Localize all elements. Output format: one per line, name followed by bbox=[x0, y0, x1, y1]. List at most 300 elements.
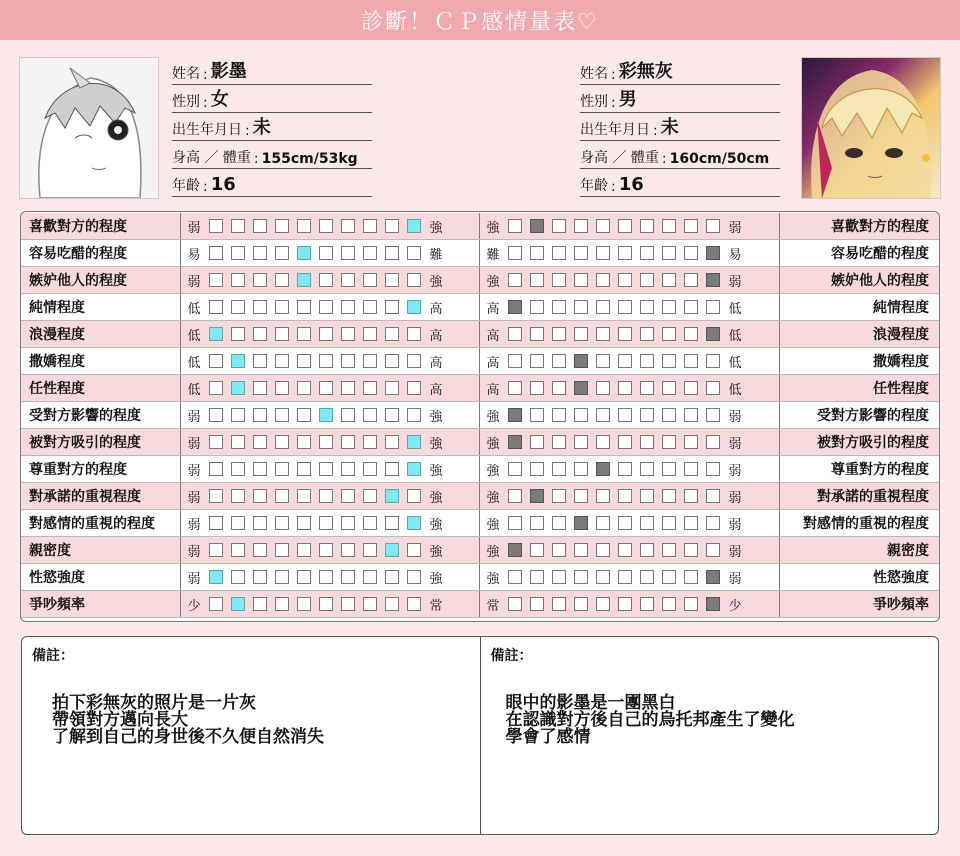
scale-box[interactable] bbox=[209, 381, 223, 395]
scale-box[interactable] bbox=[640, 327, 654, 341]
scale-box[interactable] bbox=[574, 435, 588, 449]
scale-box[interactable] bbox=[209, 300, 223, 314]
scale-box[interactable] bbox=[706, 516, 720, 530]
scale-box[interactable] bbox=[552, 354, 566, 368]
scale-box[interactable] bbox=[253, 543, 267, 557]
scale-box[interactable] bbox=[253, 273, 267, 287]
scale-box[interactable] bbox=[275, 543, 289, 557]
scale-box[interactable] bbox=[552, 489, 566, 503]
scale-box[interactable] bbox=[706, 435, 720, 449]
scale-box[interactable] bbox=[275, 219, 289, 233]
scale-box[interactable] bbox=[706, 273, 720, 287]
scale-box[interactable] bbox=[209, 570, 223, 584]
scale-box[interactable] bbox=[275, 300, 289, 314]
scale-box[interactable] bbox=[319, 489, 333, 503]
scale-box[interactable] bbox=[706, 300, 720, 314]
scale-box[interactable] bbox=[684, 543, 698, 557]
scale-box[interactable] bbox=[552, 327, 566, 341]
scale-box[interactable] bbox=[640, 408, 654, 422]
scale-box[interactable] bbox=[231, 300, 245, 314]
scale-box[interactable] bbox=[684, 246, 698, 260]
scale-box[interactable] bbox=[530, 246, 544, 260]
scale-box[interactable] bbox=[275, 516, 289, 530]
scale-box[interactable] bbox=[662, 435, 676, 449]
scale-box[interactable] bbox=[508, 435, 522, 449]
scale-box[interactable] bbox=[640, 354, 654, 368]
scale-box[interactable] bbox=[275, 381, 289, 395]
scale-box[interactable] bbox=[231, 435, 245, 449]
scale-box[interactable] bbox=[319, 246, 333, 260]
scale-box[interactable] bbox=[706, 489, 720, 503]
scale-box[interactable] bbox=[508, 462, 522, 476]
scale-box[interactable] bbox=[552, 435, 566, 449]
scale-box[interactable] bbox=[275, 570, 289, 584]
scale-box[interactable] bbox=[275, 354, 289, 368]
scale-box[interactable] bbox=[363, 246, 377, 260]
scale-box[interactable] bbox=[508, 570, 522, 584]
scale-box[interactable] bbox=[407, 300, 421, 314]
scale-box[interactable] bbox=[209, 597, 223, 611]
scale-box[interactable] bbox=[275, 327, 289, 341]
scale-box[interactable] bbox=[209, 219, 223, 233]
scale-box[interactable] bbox=[297, 300, 311, 314]
scale-box[interactable] bbox=[253, 489, 267, 503]
scale-box[interactable] bbox=[319, 516, 333, 530]
scale-box[interactable] bbox=[341, 219, 355, 233]
scale-box[interactable] bbox=[618, 246, 632, 260]
scale-box[interactable] bbox=[662, 570, 676, 584]
scale-box[interactable] bbox=[363, 219, 377, 233]
scale-box[interactable] bbox=[209, 408, 223, 422]
scale-box[interactable] bbox=[253, 354, 267, 368]
scale-box[interactable] bbox=[552, 462, 566, 476]
scale-box[interactable] bbox=[508, 219, 522, 233]
scale-box[interactable] bbox=[618, 597, 632, 611]
scale-box[interactable] bbox=[596, 327, 610, 341]
scale-box[interactable] bbox=[530, 381, 544, 395]
scale-box[interactable] bbox=[275, 408, 289, 422]
scale-box[interactable] bbox=[618, 543, 632, 557]
scale-box[interactable] bbox=[341, 327, 355, 341]
scale-box[interactable] bbox=[662, 354, 676, 368]
scale-box[interactable] bbox=[552, 246, 566, 260]
scale-box[interactable] bbox=[385, 543, 399, 557]
scale-box[interactable] bbox=[618, 354, 632, 368]
scale-box[interactable] bbox=[341, 273, 355, 287]
scale-box[interactable] bbox=[662, 273, 676, 287]
scale-box[interactable] bbox=[662, 381, 676, 395]
scale-box[interactable] bbox=[552, 516, 566, 530]
scale-box[interactable] bbox=[319, 300, 333, 314]
scale-box[interactable] bbox=[618, 381, 632, 395]
scale-box[interactable] bbox=[209, 516, 223, 530]
scale-box[interactable] bbox=[363, 354, 377, 368]
scale-box[interactable] bbox=[253, 219, 267, 233]
scale-box[interactable] bbox=[407, 246, 421, 260]
scale-box[interactable] bbox=[209, 543, 223, 557]
scale-box[interactable] bbox=[385, 219, 399, 233]
scale-box[interactable] bbox=[363, 543, 377, 557]
scale-box[interactable] bbox=[319, 273, 333, 287]
scale-box[interactable] bbox=[574, 462, 588, 476]
scale-box[interactable] bbox=[530, 489, 544, 503]
scale-box[interactable] bbox=[684, 597, 698, 611]
scale-box[interactable] bbox=[385, 354, 399, 368]
scale-box[interactable] bbox=[552, 597, 566, 611]
scale-box[interactable] bbox=[385, 462, 399, 476]
scale-box[interactable] bbox=[684, 300, 698, 314]
scale-box[interactable] bbox=[297, 219, 311, 233]
scale-box[interactable] bbox=[574, 516, 588, 530]
scale-box[interactable] bbox=[253, 327, 267, 341]
scale-box[interactable] bbox=[231, 516, 245, 530]
scale-box[interactable] bbox=[662, 246, 676, 260]
scale-box[interactable] bbox=[684, 516, 698, 530]
scale-box[interactable] bbox=[407, 489, 421, 503]
scale-box[interactable] bbox=[275, 597, 289, 611]
scale-box[interactable] bbox=[706, 462, 720, 476]
scale-box[interactable] bbox=[297, 462, 311, 476]
scale-box[interactable] bbox=[574, 543, 588, 557]
scale-box[interactable] bbox=[209, 246, 223, 260]
scale-box[interactable] bbox=[596, 381, 610, 395]
scale-box[interactable] bbox=[574, 381, 588, 395]
scale-box[interactable] bbox=[319, 219, 333, 233]
scale-box[interactable] bbox=[407, 381, 421, 395]
scale-box[interactable] bbox=[275, 246, 289, 260]
scale-box[interactable] bbox=[231, 597, 245, 611]
scale-box[interactable] bbox=[407, 570, 421, 584]
scale-box[interactable] bbox=[363, 462, 377, 476]
scale-box[interactable] bbox=[618, 435, 632, 449]
scale-box[interactable] bbox=[530, 219, 544, 233]
scale-box[interactable] bbox=[231, 570, 245, 584]
scale-box[interactable] bbox=[508, 543, 522, 557]
scale-box[interactable] bbox=[574, 354, 588, 368]
scale-box[interactable] bbox=[253, 408, 267, 422]
scale-box[interactable] bbox=[407, 273, 421, 287]
scale-box[interactable] bbox=[253, 462, 267, 476]
scale-box[interactable] bbox=[596, 462, 610, 476]
scale-box[interactable] bbox=[596, 354, 610, 368]
scale-box[interactable] bbox=[297, 435, 311, 449]
scale-box[interactable] bbox=[319, 381, 333, 395]
scale-box[interactable] bbox=[319, 327, 333, 341]
scale-box[interactable] bbox=[684, 219, 698, 233]
scale-box[interactable] bbox=[508, 516, 522, 530]
scale-box[interactable] bbox=[508, 273, 522, 287]
scale-box[interactable] bbox=[231, 408, 245, 422]
scale-box[interactable] bbox=[385, 516, 399, 530]
scale-box[interactable] bbox=[341, 516, 355, 530]
scale-box[interactable] bbox=[662, 300, 676, 314]
scale-box[interactable] bbox=[706, 570, 720, 584]
scale-box[interactable] bbox=[231, 219, 245, 233]
scale-box[interactable] bbox=[596, 300, 610, 314]
scale-box[interactable] bbox=[640, 435, 654, 449]
scale-box[interactable] bbox=[530, 570, 544, 584]
scale-box[interactable] bbox=[574, 327, 588, 341]
scale-box[interactable] bbox=[574, 219, 588, 233]
scale-box[interactable] bbox=[407, 462, 421, 476]
scale-box[interactable] bbox=[508, 327, 522, 341]
scale-box[interactable] bbox=[385, 435, 399, 449]
scale-box[interactable] bbox=[552, 543, 566, 557]
scale-box[interactable] bbox=[385, 408, 399, 422]
scale-box[interactable] bbox=[530, 516, 544, 530]
scale-box[interactable] bbox=[297, 543, 311, 557]
scale-box[interactable] bbox=[341, 489, 355, 503]
scale-box[interactable] bbox=[319, 570, 333, 584]
scale-box[interactable] bbox=[363, 597, 377, 611]
scale-box[interactable] bbox=[297, 408, 311, 422]
scale-box[interactable] bbox=[319, 435, 333, 449]
scale-box[interactable] bbox=[640, 300, 654, 314]
scale-box[interactable] bbox=[706, 543, 720, 557]
scale-box[interactable] bbox=[297, 570, 311, 584]
scale-box[interactable] bbox=[407, 516, 421, 530]
scale-box[interactable] bbox=[209, 327, 223, 341]
scale-box[interactable] bbox=[640, 462, 654, 476]
scale-box[interactable] bbox=[684, 327, 698, 341]
scale-box[interactable] bbox=[530, 354, 544, 368]
scale-box[interactable] bbox=[385, 246, 399, 260]
scale-box[interactable] bbox=[385, 381, 399, 395]
scale-box[interactable] bbox=[508, 408, 522, 422]
scale-box[interactable] bbox=[253, 300, 267, 314]
scale-box[interactable] bbox=[662, 408, 676, 422]
scale-box[interactable] bbox=[552, 408, 566, 422]
scale-box[interactable] bbox=[684, 408, 698, 422]
scale-box[interactable] bbox=[530, 462, 544, 476]
scale-box[interactable] bbox=[385, 300, 399, 314]
scale-box[interactable] bbox=[209, 435, 223, 449]
scale-box[interactable] bbox=[596, 246, 610, 260]
scale-box[interactable] bbox=[640, 273, 654, 287]
scale-box[interactable] bbox=[684, 381, 698, 395]
scale-box[interactable] bbox=[662, 462, 676, 476]
scale-box[interactable] bbox=[363, 381, 377, 395]
scale-box[interactable] bbox=[363, 435, 377, 449]
scale-box[interactable] bbox=[407, 543, 421, 557]
scale-box[interactable] bbox=[552, 570, 566, 584]
scale-box[interactable] bbox=[297, 489, 311, 503]
scale-box[interactable] bbox=[407, 354, 421, 368]
scale-box[interactable] bbox=[596, 543, 610, 557]
scale-box[interactable] bbox=[530, 408, 544, 422]
scale-box[interactable] bbox=[684, 489, 698, 503]
scale-box[interactable] bbox=[706, 354, 720, 368]
scale-box[interactable] bbox=[319, 597, 333, 611]
scale-box[interactable] bbox=[508, 354, 522, 368]
scale-box[interactable] bbox=[253, 597, 267, 611]
scale-box[interactable] bbox=[231, 354, 245, 368]
scale-box[interactable] bbox=[552, 300, 566, 314]
scale-box[interactable] bbox=[662, 219, 676, 233]
scale-box[interactable] bbox=[231, 381, 245, 395]
scale-box[interactable] bbox=[684, 462, 698, 476]
scale-box[interactable] bbox=[552, 219, 566, 233]
scale-box[interactable] bbox=[297, 354, 311, 368]
scale-box[interactable] bbox=[640, 246, 654, 260]
scale-box[interactable] bbox=[706, 597, 720, 611]
scale-box[interactable] bbox=[341, 543, 355, 557]
scale-box[interactable] bbox=[662, 543, 676, 557]
scale-box[interactable] bbox=[385, 597, 399, 611]
scale-box[interactable] bbox=[275, 273, 289, 287]
scale-box[interactable] bbox=[297, 246, 311, 260]
scale-box[interactable] bbox=[407, 219, 421, 233]
scale-box[interactable] bbox=[319, 462, 333, 476]
scale-box[interactable] bbox=[319, 354, 333, 368]
scale-box[interactable] bbox=[530, 300, 544, 314]
scale-box[interactable] bbox=[640, 597, 654, 611]
scale-box[interactable] bbox=[596, 408, 610, 422]
scale-box[interactable] bbox=[596, 219, 610, 233]
scale-box[interactable] bbox=[640, 543, 654, 557]
scale-box[interactable] bbox=[209, 354, 223, 368]
scale-box[interactable] bbox=[618, 408, 632, 422]
scale-box[interactable] bbox=[706, 219, 720, 233]
scale-box[interactable] bbox=[530, 273, 544, 287]
scale-box[interactable] bbox=[385, 273, 399, 287]
scale-box[interactable] bbox=[231, 462, 245, 476]
scale-box[interactable] bbox=[253, 381, 267, 395]
scale-box[interactable] bbox=[275, 489, 289, 503]
scale-box[interactable] bbox=[640, 219, 654, 233]
scale-box[interactable] bbox=[341, 597, 355, 611]
scale-box[interactable] bbox=[341, 435, 355, 449]
scale-box[interactable] bbox=[231, 543, 245, 557]
scale-box[interactable] bbox=[706, 381, 720, 395]
scale-box[interactable] bbox=[407, 435, 421, 449]
scale-box[interactable] bbox=[363, 273, 377, 287]
scale-box[interactable] bbox=[618, 327, 632, 341]
scale-box[interactable] bbox=[530, 327, 544, 341]
scale-box[interactable] bbox=[618, 219, 632, 233]
scale-box[interactable] bbox=[407, 327, 421, 341]
scale-box[interactable] bbox=[596, 489, 610, 503]
scale-box[interactable] bbox=[574, 273, 588, 287]
scale-box[interactable] bbox=[508, 489, 522, 503]
scale-box[interactable] bbox=[618, 273, 632, 287]
scale-box[interactable] bbox=[363, 570, 377, 584]
scale-box[interactable] bbox=[341, 408, 355, 422]
scale-box[interactable] bbox=[706, 408, 720, 422]
scale-box[interactable] bbox=[231, 246, 245, 260]
scale-box[interactable] bbox=[363, 516, 377, 530]
scale-box[interactable] bbox=[596, 570, 610, 584]
scale-box[interactable] bbox=[363, 489, 377, 503]
scale-box[interactable] bbox=[662, 597, 676, 611]
scale-box[interactable] bbox=[618, 489, 632, 503]
scale-box[interactable] bbox=[574, 489, 588, 503]
scale-box[interactable] bbox=[407, 408, 421, 422]
scale-box[interactable] bbox=[319, 408, 333, 422]
scale-box[interactable] bbox=[684, 354, 698, 368]
scale-box[interactable] bbox=[640, 381, 654, 395]
scale-box[interactable] bbox=[706, 246, 720, 260]
scale-box[interactable] bbox=[640, 489, 654, 503]
scale-box[interactable] bbox=[684, 570, 698, 584]
scale-box[interactable] bbox=[231, 327, 245, 341]
scale-box[interactable] bbox=[341, 381, 355, 395]
scale-box[interactable] bbox=[596, 435, 610, 449]
scale-box[interactable] bbox=[530, 543, 544, 557]
scale-box[interactable] bbox=[385, 327, 399, 341]
scale-box[interactable] bbox=[253, 570, 267, 584]
scale-box[interactable] bbox=[706, 327, 720, 341]
scale-box[interactable] bbox=[319, 543, 333, 557]
scale-box[interactable] bbox=[363, 327, 377, 341]
scale-box[interactable] bbox=[662, 489, 676, 503]
scale-box[interactable] bbox=[275, 435, 289, 449]
scale-box[interactable] bbox=[341, 570, 355, 584]
scale-box[interactable] bbox=[297, 381, 311, 395]
scale-box[interactable] bbox=[508, 246, 522, 260]
scale-box[interactable] bbox=[385, 489, 399, 503]
scale-box[interactable] bbox=[618, 516, 632, 530]
scale-box[interactable] bbox=[618, 462, 632, 476]
scale-box[interactable] bbox=[209, 273, 223, 287]
scale-box[interactable] bbox=[209, 489, 223, 503]
scale-box[interactable] bbox=[341, 246, 355, 260]
scale-box[interactable] bbox=[640, 516, 654, 530]
scale-box[interactable] bbox=[275, 462, 289, 476]
scale-box[interactable] bbox=[508, 300, 522, 314]
scale-box[interactable] bbox=[596, 597, 610, 611]
scale-box[interactable] bbox=[297, 273, 311, 287]
scale-box[interactable] bbox=[596, 516, 610, 530]
scale-box[interactable] bbox=[253, 516, 267, 530]
scale-box[interactable] bbox=[618, 570, 632, 584]
scale-box[interactable] bbox=[640, 570, 654, 584]
scale-box[interactable] bbox=[253, 246, 267, 260]
scale-box[interactable] bbox=[231, 489, 245, 503]
scale-box[interactable] bbox=[363, 408, 377, 422]
scale-box[interactable] bbox=[552, 273, 566, 287]
scale-box[interactable] bbox=[407, 597, 421, 611]
scale-box[interactable] bbox=[341, 462, 355, 476]
scale-box[interactable] bbox=[297, 516, 311, 530]
scale-box[interactable] bbox=[574, 246, 588, 260]
scale-box[interactable] bbox=[530, 435, 544, 449]
scale-box[interactable] bbox=[508, 381, 522, 395]
scale-box[interactable] bbox=[662, 327, 676, 341]
scale-box[interactable] bbox=[297, 327, 311, 341]
scale-box[interactable] bbox=[209, 462, 223, 476]
scale-box[interactable] bbox=[684, 273, 698, 287]
scale-box[interactable] bbox=[662, 516, 676, 530]
scale-box[interactable] bbox=[574, 408, 588, 422]
scale-box[interactable] bbox=[341, 300, 355, 314]
scale-box[interactable] bbox=[508, 597, 522, 611]
scale-box[interactable] bbox=[618, 300, 632, 314]
scale-box[interactable] bbox=[385, 570, 399, 584]
scale-box[interactable] bbox=[684, 435, 698, 449]
scale-box[interactable] bbox=[253, 435, 267, 449]
scale-box[interactable] bbox=[231, 273, 245, 287]
scale-box[interactable] bbox=[574, 597, 588, 611]
scale-box[interactable] bbox=[363, 300, 377, 314]
scale-box[interactable] bbox=[574, 300, 588, 314]
scale-box[interactable] bbox=[574, 570, 588, 584]
scale-box[interactable] bbox=[530, 597, 544, 611]
scale-box[interactable] bbox=[341, 354, 355, 368]
scale-box[interactable] bbox=[596, 273, 610, 287]
scale-box[interactable] bbox=[552, 381, 566, 395]
scale-box[interactable] bbox=[297, 597, 311, 611]
